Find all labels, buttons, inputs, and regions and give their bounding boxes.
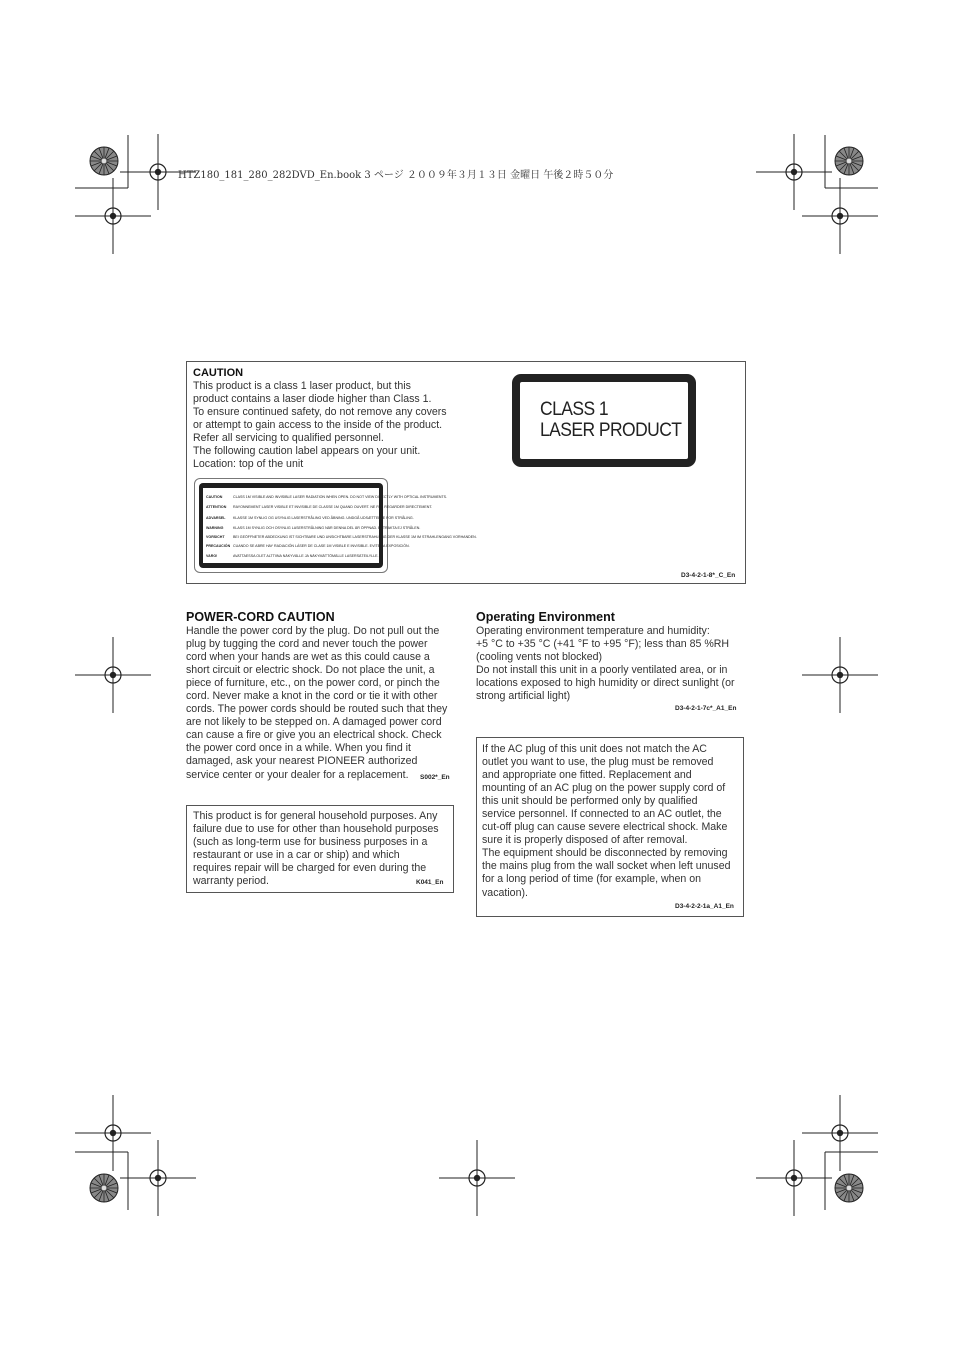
- warn-label-lang: ADVARSEL: [206, 516, 226, 520]
- warn-label-lang: VARO!: [206, 554, 218, 558]
- warn-label-lang: ATTENTION: [206, 505, 227, 509]
- caution-line: product contains a laser diode higher than Class 1.: [193, 393, 432, 406]
- household-line: failure due to use for other than household purposes: [193, 823, 439, 836]
- warn-label-lang: WARNING: [206, 526, 224, 530]
- ac-plug-line: and appropriate one fitted. Replacement and: [482, 769, 692, 782]
- household-text: [193, 810, 451, 888]
- class1-label-line2: LASER PRODUCT: [540, 420, 682, 441]
- ac-plug-line: If the AC plug of this unit does not match the AC: [482, 743, 707, 755]
- power-cord-line: cords. The power cords should be routed such that they: [186, 703, 448, 716]
- household-line: (such as long-term use for business purposes in a: [193, 836, 428, 849]
- class1-label-line1: CLASS 1: [540, 399, 609, 420]
- warn-label-text: KLASS 1M SYNLIG OCH OSYNLIG LASERSTRÅLNING NÄR DENNA DEL ÄR ÖPPNAD. BETRAKTA EJ STRÅLEN.: [233, 526, 421, 530]
- ac-plug-line: the mains plug from the wall socket when left unused: [482, 860, 731, 873]
- caution-line: Location: top of the unit: [193, 458, 304, 471]
- laser-warning-label: [194, 478, 477, 573]
- class1-laser-label: [512, 374, 696, 467]
- print-header-line: HTZ180_181_280_282DVD_En.book 3 ページ ２００９年３月１３日 金曜日 午後２時５０分: [178, 170, 614, 181]
- power-cord-line: cord. Never make a knot in the cord or tie it with other: [186, 690, 438, 703]
- ac-plug-line: sure it is properly disposed of after removal.: [482, 834, 688, 847]
- household-line: warranty period.: [193, 875, 269, 888]
- ac-plug-line: for a long period of time (for example, when on: [482, 873, 702, 886]
- caution-text: [193, 380, 483, 471]
- warn-label-lang: CAUTION: [206, 495, 223, 499]
- power-cord-line: service center or your dealer for a replacement.: [186, 768, 409, 781]
- caution-line: or attempt to gain access to the inside of the product.: [193, 419, 443, 432]
- ac-plug-line: cut-off plug can cause severe electrical shock. Make: [482, 821, 728, 834]
- warn-label-lang: VORSICHT: [206, 535, 225, 539]
- household-line: restaurant or use in a car or ship) and which: [193, 849, 400, 862]
- household-line: requires repair will be charged for even during the: [193, 862, 427, 875]
- power-cord-line: the power cord once in a while. When you find it: [186, 742, 411, 755]
- power-cord-title: POWER-CORD CAUTION: [186, 610, 335, 624]
- caution-line: This product is a class 1 laser product, but this: [193, 380, 411, 392]
- operating-env-line: Operating environment temperature and humidity:: [476, 625, 710, 637]
- caution-line: Refer all servicing to qualified personnel.: [193, 432, 384, 445]
- power-cord-line: are not likely to be stepped on. A damaged power cord: [186, 716, 442, 729]
- power-cord-line: plug by tugging the cord and never touch the power: [186, 638, 428, 651]
- warn-label-text: KLASSE 1M SYNLIG OG USYNLIG LASERSTRÅLING VED ÅBNING. UNDGÅ UDSÆTTELSE FOR STRÅLING.: [233, 516, 414, 520]
- ac-plug-line: this unit should be performed only by qualified: [482, 795, 698, 808]
- power-cord-line: can cause a fire or give you an electrical shock. Check: [186, 729, 442, 742]
- caution-code: D3-4-2-1-8*_C_En: [681, 572, 736, 579]
- warn-label-lang: PRECAUCIÓN: [206, 544, 231, 548]
- operating-env-code: D3-4-2-1-7c*_A1_En: [675, 705, 737, 712]
- operating-env-line: +5 °C to +35 °C (+41 °F to +95 °F); less than 85 %RH: [476, 638, 730, 651]
- ac-plug-line: service personnel. If connected to an AC outlet, the: [482, 808, 722, 821]
- power-cord-line: piece of furniture, etc., on the power cord, or pinch the: [186, 677, 440, 690]
- operating-env-title: Operating Environment: [476, 610, 615, 624]
- caution-heading: CAUTION: [193, 367, 244, 379]
- operating-env-line: locations exposed to high humidity or direct sunlight (or: [476, 677, 735, 690]
- ac-plug-code: D3-4-2-2-1a_A1_En: [675, 903, 734, 910]
- warn-label-text: CLASS 1M VISIBLE AND INVISIBLE LASER RADIATION WHEN OPEN. DO NOT VIEW DIRECTLY WITH OPTICAL INSTRUMENTS.: [233, 495, 448, 499]
- power-cord-code: S002*_En: [420, 774, 450, 781]
- ac-plug-line: mounting of an AC plug on the power supply cord of: [482, 782, 726, 795]
- warn-label-text: RAYONNEMENT LASER VISIBLE ET INVISIBLE DE CLASSE 1M QUAND OUVERT. NE PAS REGARDER DIRECTEMENT.: [233, 505, 433, 509]
- power-cord-line: damaged, ask your nearest PIONEER authorized: [186, 755, 418, 768]
- power-cord-text: [186, 625, 456, 782]
- ac-plug-line: vacation).: [482, 886, 528, 899]
- household-code: K041_En: [416, 879, 444, 886]
- warn-label-text: BEI GEÖFFNETER ABDECKUNG IST SICHTBARE UND UNSICHTBARE LASERSTRAHLUNG DER KLASSE 1M IM STRAHLENGANG VORHANDEN.: [233, 535, 477, 539]
- operating-env-line: Do not install this unit in a poorly ventilated area, or in: [476, 664, 728, 677]
- ac-plug-text: [482, 743, 742, 900]
- warn-label-text: CUANDO SE ABRE HAY RADIACIÓN LÁSER DE CLASE 1M VISIBLE E INVISIBLE. EVITE LA EXPOSICIÓN.: [233, 544, 410, 548]
- power-cord-line: cord when your hands are wet as this could cause a: [186, 651, 430, 664]
- power-cord-line: Handle the power cord by the plug. Do not pull out the: [186, 625, 440, 637]
- caution-line: To ensure continued safety, do not remove any covers: [193, 406, 447, 419]
- ac-plug-line: The equipment should be disconnected by removing: [482, 847, 728, 860]
- operating-env-text: [476, 625, 748, 703]
- household-line: This product is for general household purposes. Any: [193, 810, 438, 822]
- operating-env-line: strong artificial light): [476, 690, 571, 703]
- ac-plug-line: outlet you want to use, the plug must be removed: [482, 756, 714, 769]
- caution-line: The following caution label appears on your unit.: [193, 445, 421, 458]
- warn-label-text: AVATTAESSA OLET ALTTIINA NÄKYVÄLLE JA NÄKYMÄTTÖMÄLLE LASERSÄTEILYLLE.: [233, 554, 379, 558]
- operating-env-line: (cooling vents not blocked): [476, 651, 603, 664]
- power-cord-line: short circuit or electric shock. Do not place the unit, a: [186, 664, 435, 677]
